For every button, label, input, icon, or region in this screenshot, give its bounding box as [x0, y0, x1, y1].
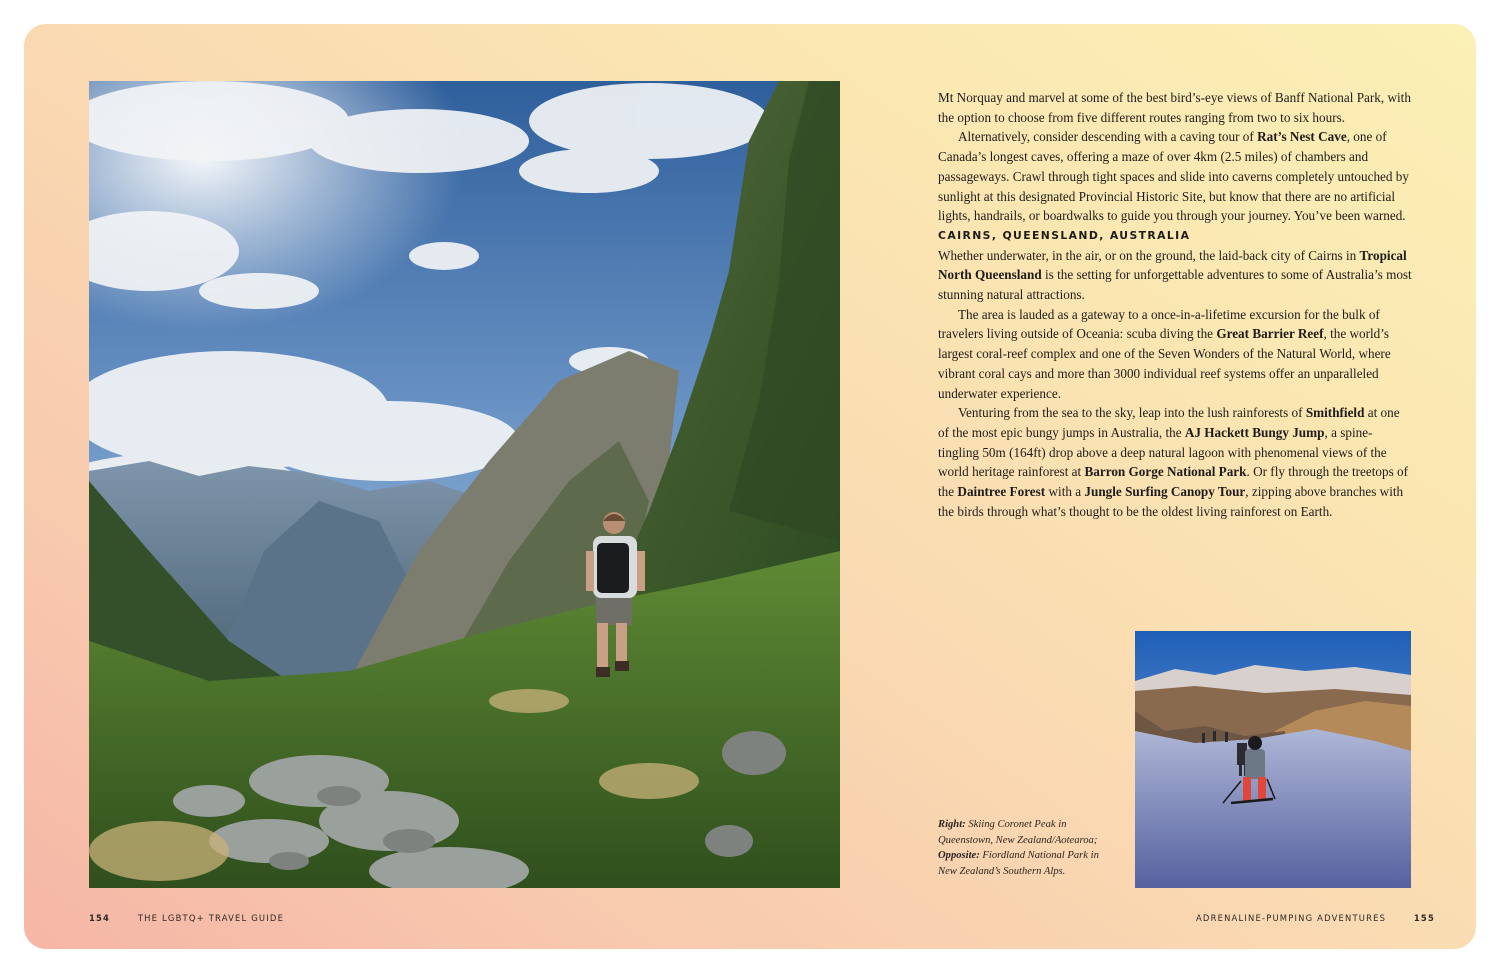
left-running-head: THE LGBTQ+ TRAVEL GUIDE: [137, 913, 285, 923]
book-spread: [24, 24, 1476, 949]
ski-photo: [1135, 631, 1411, 888]
fiordland-illustration: [89, 81, 840, 888]
paragraph-1: Mt Norquay and marvel at some of the best bird’s-eye views of Banff National Park, with the option to choose from five different routes ranging from two to six hours.: [938, 90, 1411, 125]
right-running-head: ADRENALINE-PUMPING ADVENTURES: [1196, 913, 1387, 923]
left-folio: [89, 913, 284, 923]
paragraph-5: Venturing from the sea to the sky, leap into the lush rainforests of Smithfield at one of the most epic bungy jumps in Australia, the AJ Hackett Bungy Jump, a spine-tingling 50m (164ft) drop above a deep natural lagoon with phenomenal views of the world heritage rainforest at Barron Gorge National Park. Or fly through the treetops of the Daintree Forest with a Jungle Surfing Canopy Tour, zipping above branches with the birds through what’s thought to be the oldest living rainforest on Earth.: [938, 405, 1409, 519]
paragraph-4: The area is lauded as a gateway to a once-in-a-lifetime excursion for the bulk of travelers living outside of Oceania: scuba diving the Great Barrier Reef, the world’s largest coral-reef complex and one of the Seven Wonders of the Natural World, where vibrant coral cays and more than 3000 individual reef systems offer an unparalleled underwater experience.: [938, 306, 1391, 401]
ski-illustration: [1135, 631, 1411, 888]
photo-caption: Right: Skiing Coronet Peak in Queenstown, New Zealand/Aotearoa; Opposite: Fiordland National Park in New Zealand’s Southern Alps.: [938, 819, 1099, 877]
left-page-number: 154: [89, 913, 111, 923]
right-folio: [1196, 913, 1435, 923]
article-body: [938, 88, 1412, 521]
section-heading-cairns: CAIRNS, QUEENSLAND, AUSTRALIA: [938, 228, 1191, 242]
paragraph-2: Alternatively, consider descending with a caving tour of Rat’s Nest Cave, one of Canada’s longest caves, offering a maze of over 4km (2.5 miles) of chambers and passageways. Crawl through tight spaces and slide into caverns completely untouched by sunlight at this designated Provincial Historic Site, but know that there are no artificial lights, handrails, or boardwalks to guide you through your journey. You’ve been warned.: [938, 129, 1409, 224]
right-page-number: 155: [1413, 913, 1435, 923]
fiordland-photo: [89, 81, 840, 888]
paragraph-3: Whether underwater, in the air, or on the ground, the laid-back city of Cairns in Tropical North Queensland is the setting for unforgettable adventures to some of Australia’s most stunning natural attractions.: [938, 247, 1412, 303]
